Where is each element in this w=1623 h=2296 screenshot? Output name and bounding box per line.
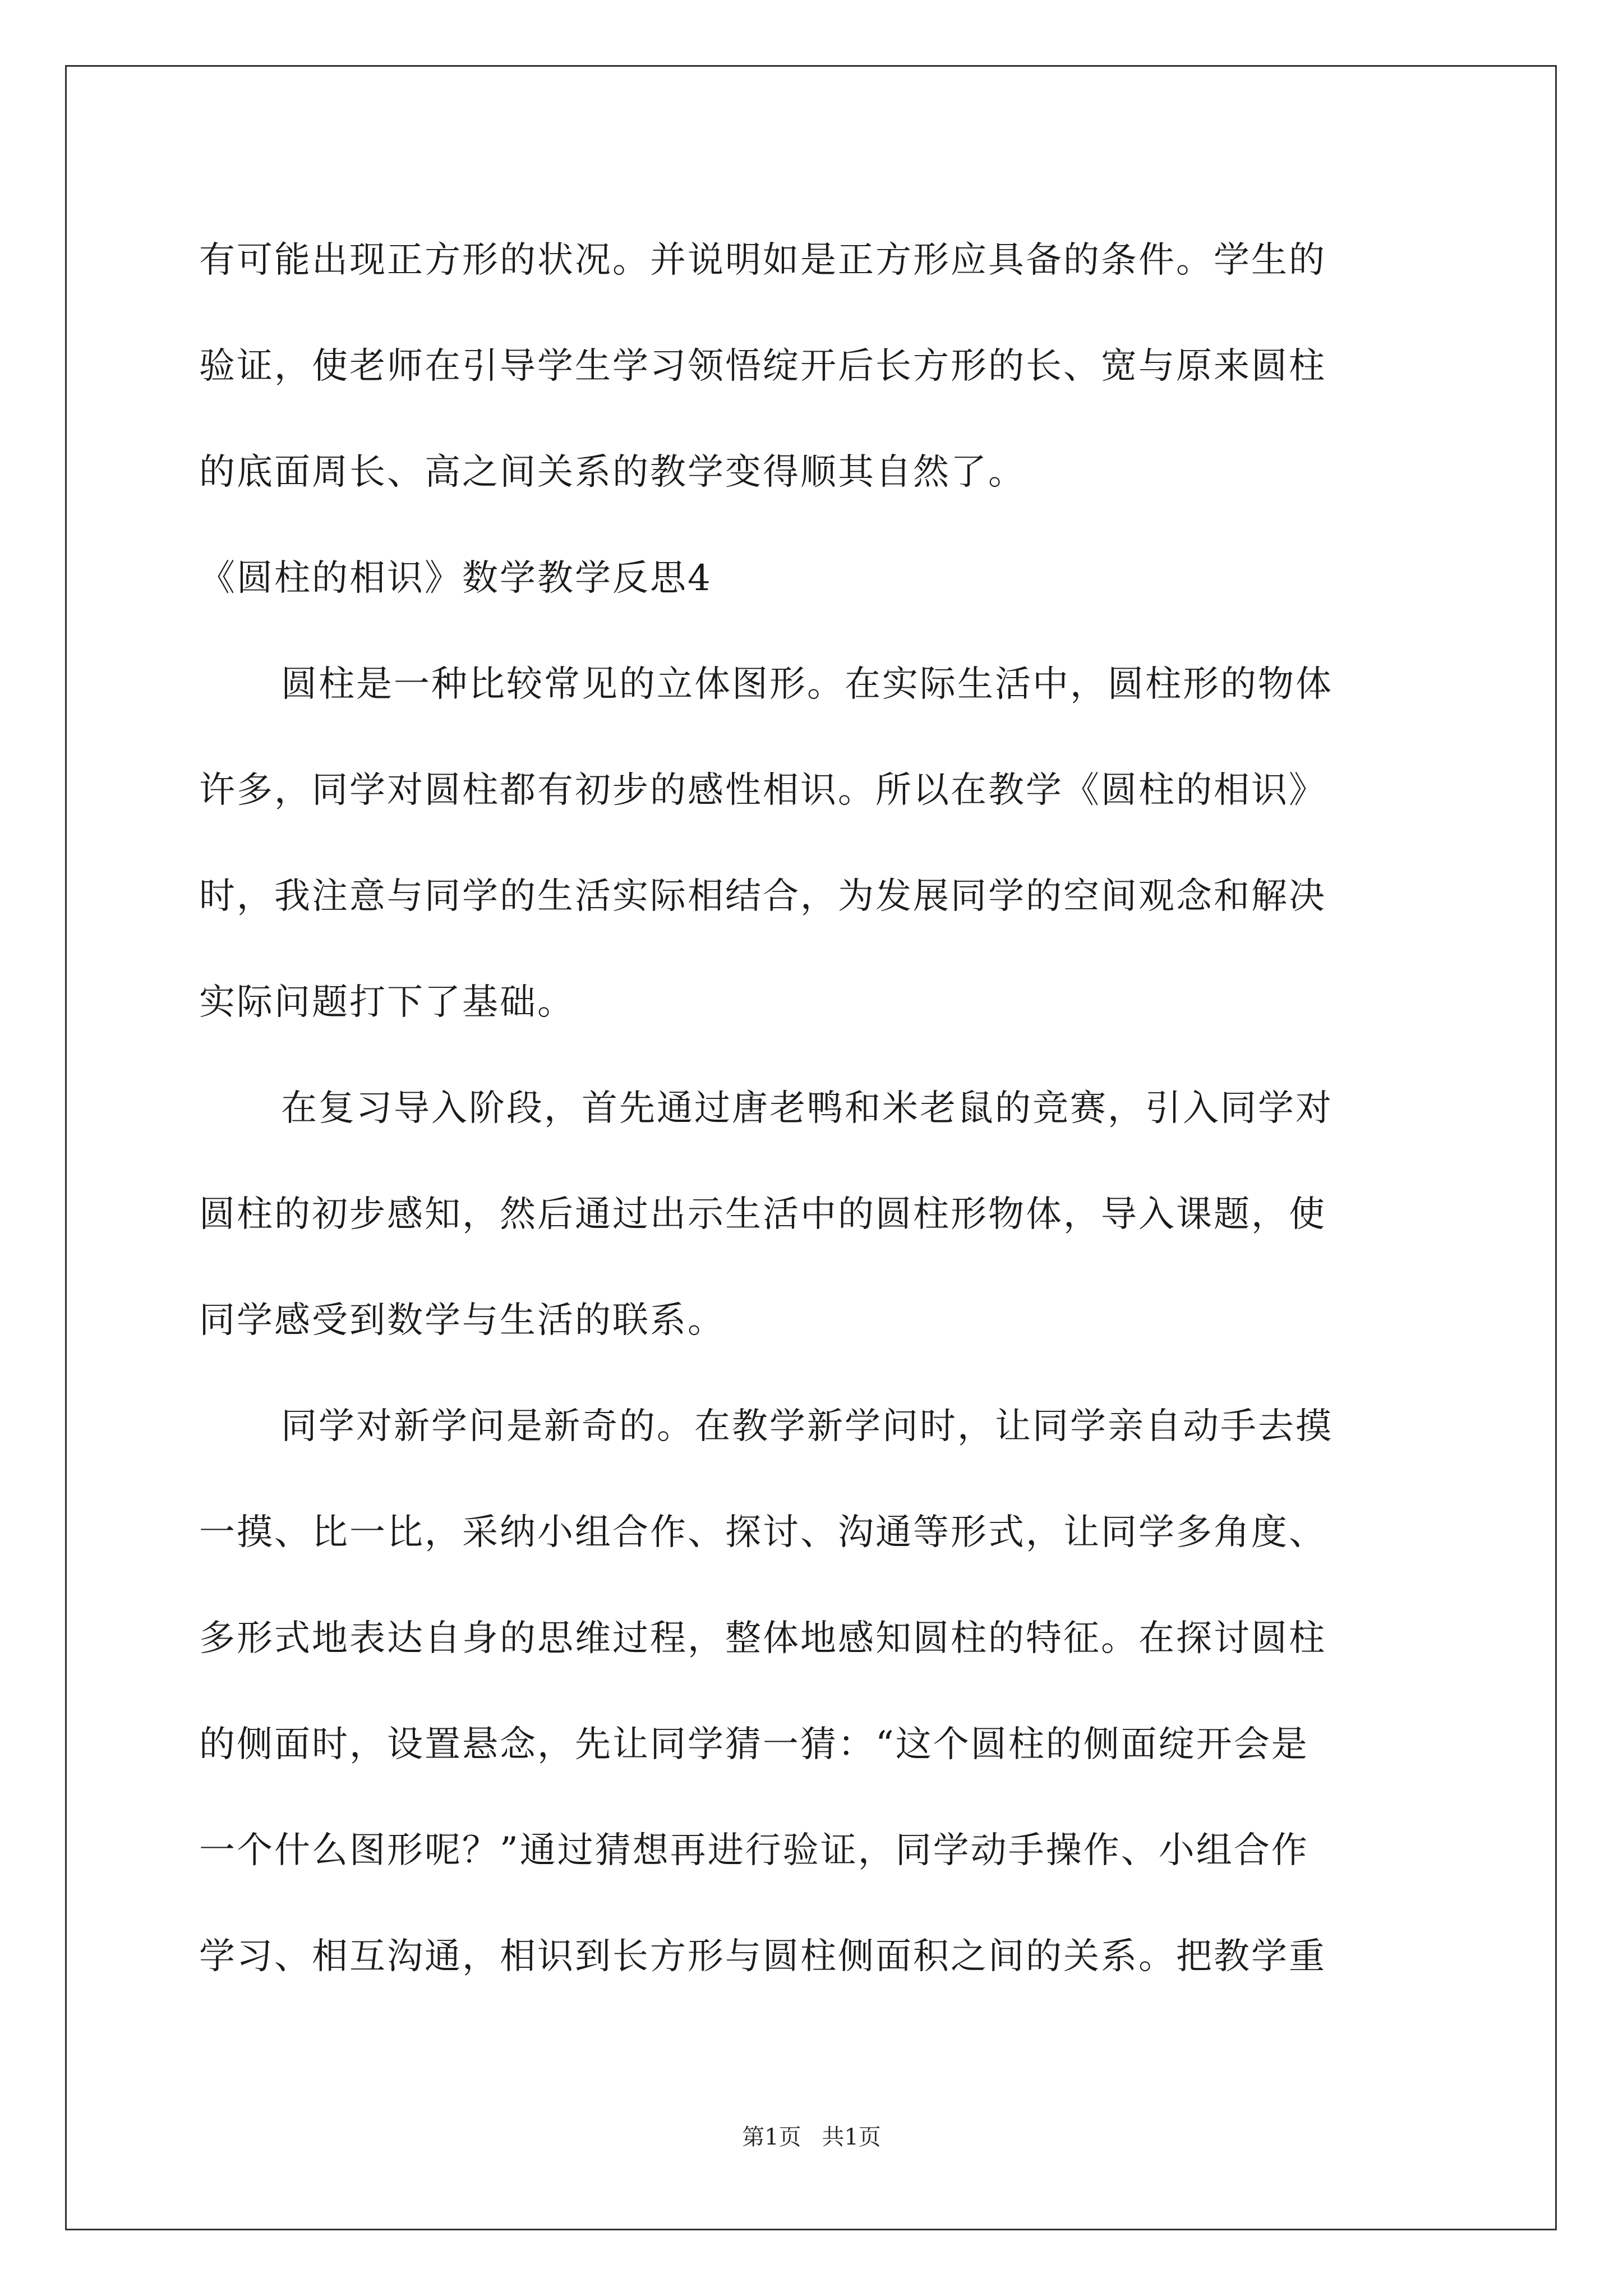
text-line: 实际问题打下了基础。 [199, 982, 575, 1023]
text-line: 的底面周长、高之间关系的教学变得顺其自然了。 [199, 452, 1026, 493]
page-total: 共1页 [822, 2124, 881, 2150]
document-body [199, 208, 1422, 2010]
text-line: 多形式地表达自身的思维过程，整体地感知圆柱的特征。在探讨圆柱 [199, 1618, 1326, 1659]
text-line: 验证，使老师在引导学生学习领悟绽开后长方形的长、宽与原来圆柱 [199, 346, 1326, 387]
text-line: 圆柱的初步感知，然后通过出示生活中的圆柱形物体，导入课题，使 [199, 1194, 1326, 1235]
paragraph-first-line: 在复习导入阶段，首先通过唐老鸭和米老鼠的竞赛，引入同学对 [281, 1088, 1333, 1129]
text-line: 一摸、比一比，采纳小组合作、探讨、沟通等形式，让同学多角度、 [199, 1512, 1326, 1553]
paragraph-first-line: 圆柱是一种比较常见的立体图形。在实际生活中，圆柱形的物体 [281, 664, 1333, 705]
page-footer [0, 2120, 1623, 2154]
text-line: 一个什么图形呢？”通过猜想再进行验证，同学动手操作、小组合作 [199, 1830, 1309, 1871]
text-line: 学习、相互沟通，相识到长方形与圆柱侧面积之间的关系。把教学重 [199, 1936, 1326, 1977]
text-line: 同学感受到数学与生活的联系。 [199, 1300, 725, 1341]
text-line: 的侧面时，设置悬念，先让同学猜一猜：“这个圆柱的侧面绽开会是 [199, 1724, 1309, 1765]
page-number: 第1页 [742, 2124, 801, 2150]
text-line: 许多，同学对圆柱都有初步的感性相识。所以在教学《圆柱的相识》 [199, 770, 1326, 811]
paragraph-first-line: 同学对新学问是新奇的。在教学新学问时，让同学亲自动手去摸 [281, 1406, 1333, 1447]
text-line: 有可能出现正方形的状况。并说明如是正方形应具备的条件。学生的 [199, 240, 1326, 281]
text-line: 时，我注意与同学的生活实际相结合，为发展同学的空间观念和解决 [199, 876, 1326, 917]
section-heading: 《圆柱的相识》数学教学反思4 [199, 558, 712, 599]
